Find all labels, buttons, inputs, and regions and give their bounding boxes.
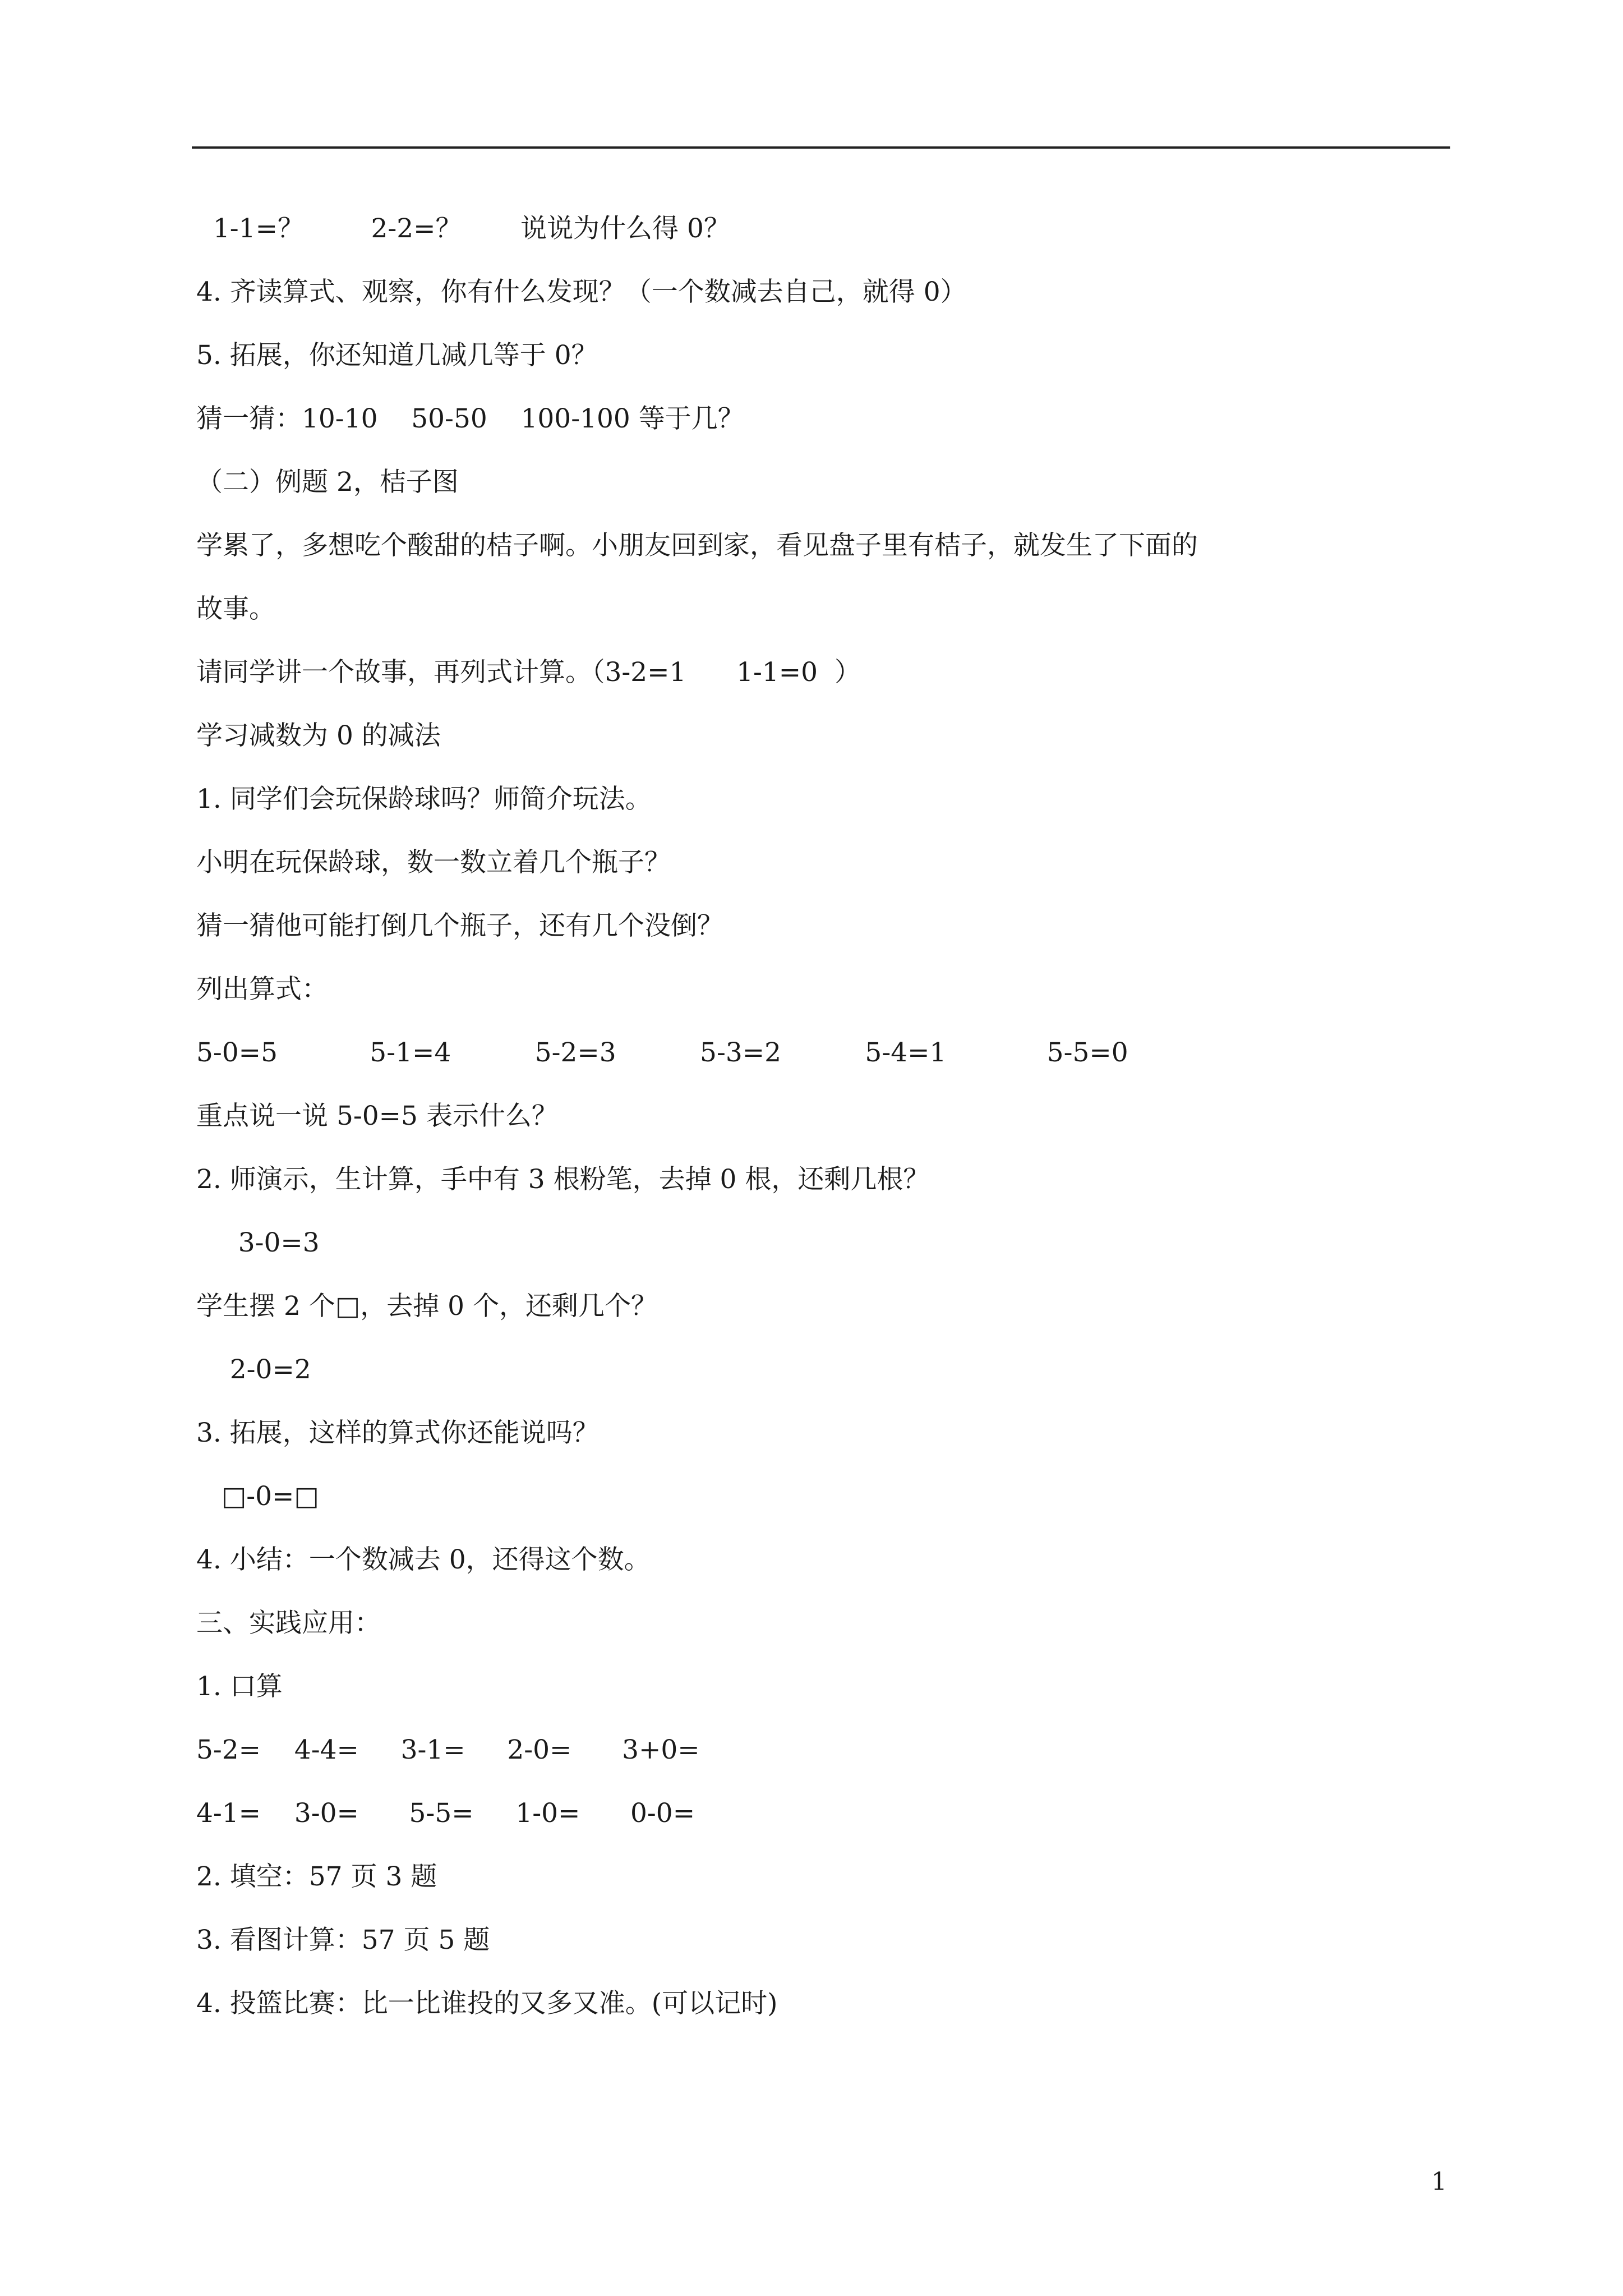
text-line: 故事。: [196, 593, 275, 624]
page-number: 1: [1431, 2168, 1447, 2196]
equation-line: 3-0=3: [196, 1227, 320, 1258]
text-line: 2. 填空：57 页 3 题: [196, 1861, 437, 1892]
text-line: 1-1=？ 2-2=？ 说说为什么得 0？: [196, 213, 730, 244]
text-line: 4. 齐读算式、观察，你有什么发现？（一个数减去自己，就得 0）: [196, 277, 967, 307]
text-line: 列出算式：: [196, 974, 328, 1005]
section-heading: 三、实践应用：: [196, 1608, 381, 1639]
text-line: 3. 看图计算：57 页 5 题: [196, 1925, 490, 1955]
equation-line: 4-1= 3-0= 5-5= 1-0= 0-0=: [196, 1798, 695, 1829]
text-line: 学累了，多想吃个酸甜的桔子啊。小朋友回到家，看见盘子里有桔子，就发生了下面的: [196, 530, 1198, 561]
text-line: 重点说一说 5-0=5 表示什么？: [196, 1101, 558, 1131]
text-line: 请同学讲一个故事，再列式计算。（3-2=1 1-1=0 ）: [196, 657, 861, 688]
text-line: 学生摆 2 个□，去掉 0 个，还剩几个？: [196, 1291, 657, 1322]
section-heading: 学习减数为 0 的减法: [196, 720, 441, 751]
equation-line: 5-2= 4-4= 3-1= 2-0= 3+0=: [196, 1734, 700, 1765]
text-line: 猜一猜：10-10 50-50 100-100 等于几？: [196, 403, 744, 434]
text-line: 1. 口算: [196, 1671, 283, 1702]
text-line: 小明在玩保龄球，数一数立着几个瓶子？: [196, 847, 671, 878]
section-heading: （二）例题 2，桔子图: [196, 467, 459, 498]
text-line: 4. 投篮比赛：比一比谁投的又多又准。(可以记时): [196, 1988, 778, 2019]
text-line: 猜一猜他可能打倒几个瓶子，还有几个没倒？: [196, 910, 723, 941]
equation-line: □-0=□: [196, 1481, 319, 1512]
text-line: 2. 师演示，生计算，手中有 3 根粉笔，去掉 0 根，还剩几根？: [196, 1164, 930, 1195]
equation-line: 2-0=2: [196, 1354, 311, 1385]
text-line: 5. 拓展，你还知道几减几等于 0？: [196, 340, 598, 371]
text-line: 4. 小结：一个数减去 0，还得这个数。: [196, 1544, 651, 1575]
text-line: 1. 同学们会玩保龄球吗？师简介玩法。: [196, 784, 652, 815]
text-line: 3. 拓展，这样的算式你还能说吗？: [196, 1418, 599, 1448]
equation-line: 5-0=5 5-1=4 5-2=3 5-3=2 5-4=1 5-5=0: [196, 1037, 1128, 1068]
header-rule: [192, 146, 1450, 149]
